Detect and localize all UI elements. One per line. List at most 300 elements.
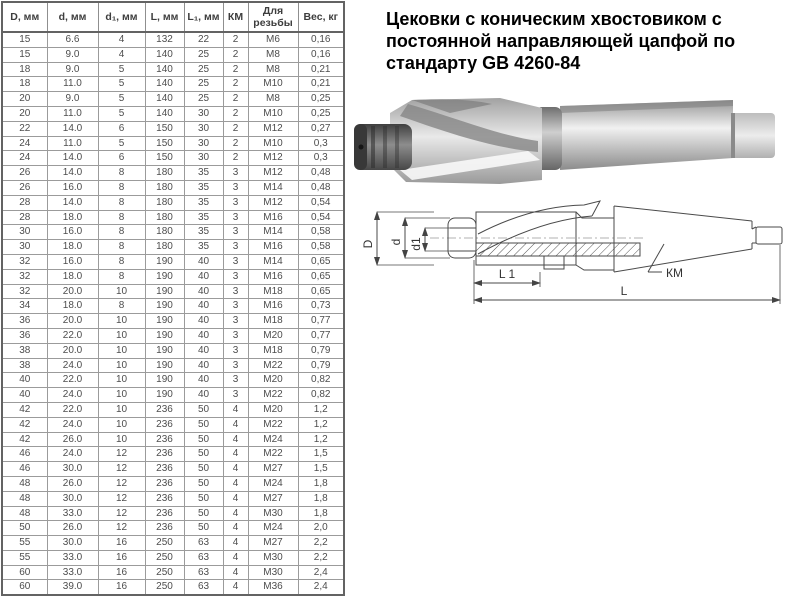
table-cell: 14.0 (47, 121, 98, 136)
table-cell: 39.0 (47, 580, 98, 595)
table-cell: 38 (2, 343, 47, 358)
column-header: КМ (223, 2, 248, 32)
table-cell: 30.0 (47, 462, 98, 477)
drawing-guide-pin-section (476, 243, 640, 256)
table-row (2, 240, 344, 255)
table-cell: 3 (223, 343, 248, 358)
table-cell: 236 (145, 506, 184, 521)
table-cell: 8 (98, 195, 145, 210)
column-header: Для резьбы (248, 2, 298, 32)
table-cell: 2,0 (298, 521, 344, 536)
table-row (2, 447, 344, 462)
table-cell: 190 (145, 284, 184, 299)
table-cell: M22 (248, 447, 298, 462)
table-row (2, 343, 344, 358)
table-cell: 24.0 (47, 417, 98, 432)
table-cell: 33.0 (47, 506, 98, 521)
table-cell: M12 (248, 151, 298, 166)
table-cell: 3 (223, 314, 248, 329)
table-cell: 0,16 (298, 32, 344, 47)
table-cell: 26 (2, 166, 47, 181)
table-cell: 3 (223, 240, 248, 255)
table-cell: 5 (98, 92, 145, 107)
table-cell: 42 (2, 402, 47, 417)
table-cell: 16 (98, 580, 145, 595)
table-cell: 10 (98, 402, 145, 417)
table-cell: 6.6 (47, 32, 98, 47)
table-cell: 1,5 (298, 462, 344, 477)
table-cell: 2,4 (298, 565, 344, 580)
table-cell: 14.0 (47, 151, 98, 166)
table-cell: M18 (248, 314, 298, 329)
table-cell: 18.0 (47, 269, 98, 284)
table-cell: 46 (2, 447, 47, 462)
photo-tang (731, 113, 775, 158)
table-cell: 12 (98, 506, 145, 521)
table-cell: 33.0 (47, 550, 98, 565)
table-cell: 35 (184, 195, 223, 210)
table-cell: 10 (98, 432, 145, 447)
table-cell: 25 (184, 47, 223, 62)
column-header: L₁, мм (184, 2, 223, 32)
table-cell: M8 (248, 62, 298, 77)
table-cell: 42 (2, 432, 47, 447)
table-cell: 40 (184, 284, 223, 299)
table-cell: 0,58 (298, 240, 344, 255)
table-cell: M30 (248, 550, 298, 565)
table-row (2, 476, 344, 491)
table-cell: 140 (145, 92, 184, 107)
table-row (2, 136, 344, 151)
table-row (2, 299, 344, 314)
table-cell: 11.0 (47, 77, 98, 92)
table-cell: 12 (98, 462, 145, 477)
table-cell: 2 (223, 151, 248, 166)
table-cell: 22.0 (47, 402, 98, 417)
table-cell: 38 (2, 358, 47, 373)
table-cell: 0,58 (298, 225, 344, 240)
table-cell: 36 (2, 314, 47, 329)
table-cell: 2 (223, 47, 248, 62)
table-cell: 0,79 (298, 343, 344, 358)
table-cell: 55 (2, 536, 47, 551)
table-row (2, 328, 344, 343)
table-cell: 24.0 (47, 447, 98, 462)
table-cell: 10 (98, 388, 145, 403)
table-cell: M24 (248, 432, 298, 447)
table-cell: 1,2 (298, 417, 344, 432)
table-cell: 2,2 (298, 536, 344, 551)
table-cell: M10 (248, 136, 298, 151)
table-cell: 236 (145, 476, 184, 491)
table-cell: 0,3 (298, 136, 344, 151)
table-cell: 236 (145, 521, 184, 536)
table-cell: M16 (248, 269, 298, 284)
table-cell: 63 (184, 550, 223, 565)
dim-label-km: КМ (666, 266, 683, 280)
table-cell: 32 (2, 254, 47, 269)
table-cell: 22.0 (47, 373, 98, 388)
table-cell: 0,77 (298, 314, 344, 329)
table-cell: 42 (2, 417, 47, 432)
table-cell: M22 (248, 388, 298, 403)
table-cell: 4 (223, 462, 248, 477)
table-cell: 4 (223, 506, 248, 521)
table-cell: 4 (223, 447, 248, 462)
table-row (2, 388, 344, 403)
table-cell: 236 (145, 402, 184, 417)
table-cell: M20 (248, 402, 298, 417)
table-cell: 4 (223, 521, 248, 536)
table-cell: M16 (248, 240, 298, 255)
table-cell: 2 (223, 121, 248, 136)
table-cell: 48 (2, 476, 47, 491)
table-cell: 8 (98, 210, 145, 225)
table-row (2, 106, 344, 121)
table-cell: M16 (248, 210, 298, 225)
table-cell: 40 (184, 388, 223, 403)
table-cell: 2 (223, 106, 248, 121)
table-cell: 50 (184, 462, 223, 477)
table-cell: 24.0 (47, 358, 98, 373)
table-row (2, 77, 344, 92)
table-cell: 30 (184, 106, 223, 121)
table-cell: 3 (223, 358, 248, 373)
table-cell: 25 (184, 92, 223, 107)
table-cell: 63 (184, 536, 223, 551)
table-cell: 12 (98, 447, 145, 462)
table-cell: 18 (2, 77, 47, 92)
table-row (2, 62, 344, 77)
table-cell: 150 (145, 136, 184, 151)
table-cell: 4 (223, 417, 248, 432)
table-row (2, 491, 344, 506)
table-cell: 6 (98, 121, 145, 136)
photo-cutter-head (390, 98, 542, 184)
table-cell: 3 (223, 195, 248, 210)
dim-label-d1: d1 (409, 237, 423, 251)
table-cell: M12 (248, 121, 298, 136)
table-cell: 63 (184, 580, 223, 595)
table-cell: M20 (248, 328, 298, 343)
table-cell: 40 (2, 388, 47, 403)
table-cell: 16.0 (47, 225, 98, 240)
table-row (2, 462, 344, 477)
table-row (2, 402, 344, 417)
table-cell: 10 (98, 328, 145, 343)
table-row (2, 536, 344, 551)
table-cell: 180 (145, 166, 184, 181)
table-cell: 40 (184, 358, 223, 373)
table-cell: 35 (184, 225, 223, 240)
table-cell: 3 (223, 225, 248, 240)
table-cell: 4 (223, 580, 248, 595)
table-row (2, 284, 344, 299)
table-cell: M14 (248, 254, 298, 269)
table-cell: 50 (184, 432, 223, 447)
table-row (2, 254, 344, 269)
table-cell: 10 (98, 358, 145, 373)
table-row (2, 195, 344, 210)
table-row (2, 314, 344, 329)
table-cell: 8 (98, 166, 145, 181)
table-cell: 190 (145, 314, 184, 329)
table-header-row (2, 2, 344, 32)
table-row (2, 580, 344, 595)
table-cell: 0,54 (298, 210, 344, 225)
table-cell: 20.0 (47, 284, 98, 299)
table-cell: 9.0 (47, 62, 98, 77)
table-row (2, 432, 344, 447)
table-cell: 140 (145, 106, 184, 121)
table-cell: 250 (145, 550, 184, 565)
table-cell: 25 (184, 62, 223, 77)
table-cell: 63 (184, 565, 223, 580)
table-cell: 250 (145, 565, 184, 580)
table-cell: 4 (223, 402, 248, 417)
table-cell: 16 (98, 565, 145, 580)
table-cell: 26 (2, 180, 47, 195)
table-cell: 50 (184, 476, 223, 491)
table-cell: 35 (184, 210, 223, 225)
table-cell: 16 (98, 536, 145, 551)
table-cell: 140 (145, 77, 184, 92)
table-cell: 140 (145, 62, 184, 77)
table-cell: 190 (145, 373, 184, 388)
table-row (2, 47, 344, 62)
table-cell: 0,82 (298, 388, 344, 403)
table-cell: 30 (2, 240, 47, 255)
table-cell: 236 (145, 462, 184, 477)
table-cell: 2 (223, 77, 248, 92)
column-header: Вес, кг (298, 2, 344, 32)
table-cell: M8 (248, 92, 298, 107)
table-cell: 2 (223, 62, 248, 77)
table-cell: 3 (223, 388, 248, 403)
table-row (2, 269, 344, 284)
table-cell: 24.0 (47, 388, 98, 403)
table-cell: 50 (184, 506, 223, 521)
table-cell: M18 (248, 284, 298, 299)
table-cell: 8 (98, 225, 145, 240)
table-cell: M8 (248, 47, 298, 62)
table-cell: 236 (145, 447, 184, 462)
table-cell: 48 (2, 506, 47, 521)
table-cell: M18 (248, 343, 298, 358)
table-cell: 190 (145, 388, 184, 403)
table-cell: M20 (248, 373, 298, 388)
table-cell: M36 (248, 580, 298, 595)
table-cell: 50 (184, 491, 223, 506)
table-cell: 1,2 (298, 402, 344, 417)
table-cell: M12 (248, 195, 298, 210)
photo-pilot (354, 124, 412, 170)
table-row (2, 565, 344, 580)
drawing-cutter (476, 212, 576, 265)
table-cell: 0,82 (298, 373, 344, 388)
table-cell: 60 (2, 580, 47, 595)
table-cell: 250 (145, 536, 184, 551)
table-cell: 0,3 (298, 151, 344, 166)
table-cell: 35 (184, 240, 223, 255)
table-cell: 190 (145, 343, 184, 358)
table-cell: 5 (98, 106, 145, 121)
table-cell: 0,54 (298, 195, 344, 210)
table-row (2, 121, 344, 136)
table-cell: 2 (223, 32, 248, 47)
table-row (2, 210, 344, 225)
photo-shank (560, 100, 733, 170)
table-cell: 1,8 (298, 491, 344, 506)
table-cell: 236 (145, 491, 184, 506)
table-row (2, 225, 344, 240)
table-cell: 3 (223, 180, 248, 195)
table-cell: 8 (98, 240, 145, 255)
table-cell: 14.0 (47, 195, 98, 210)
table-cell: 180 (145, 210, 184, 225)
table-cell: 150 (145, 151, 184, 166)
table-cell: 50 (184, 521, 223, 536)
table-row (2, 180, 344, 195)
table-cell: 4 (223, 536, 248, 551)
table-cell: M22 (248, 358, 298, 373)
table-cell: 9.0 (47, 47, 98, 62)
table-cell: 12 (98, 521, 145, 536)
table-cell: 26.0 (47, 476, 98, 491)
table-cell: 15 (2, 32, 47, 47)
table-cell: 190 (145, 254, 184, 269)
table-cell: 1,8 (298, 506, 344, 521)
table-cell: 2,2 (298, 550, 344, 565)
table-cell: 9.0 (47, 92, 98, 107)
table-cell: 2,4 (298, 580, 344, 595)
table-cell: 50 (184, 447, 223, 462)
table-cell: 132 (145, 32, 184, 47)
table-cell: 0,21 (298, 77, 344, 92)
table-cell: 25 (184, 77, 223, 92)
table-row (2, 550, 344, 565)
drawing-tang (756, 227, 782, 244)
table-cell: 1,5 (298, 447, 344, 462)
table-cell: 28 (2, 195, 47, 210)
table-cell: M27 (248, 491, 298, 506)
column-header: d₁, мм (98, 2, 145, 32)
table-cell: 4 (223, 565, 248, 580)
column-header: D, мм (2, 2, 47, 32)
table-cell: 32 (2, 269, 47, 284)
table-cell: 18.0 (47, 299, 98, 314)
table-cell: 35 (184, 166, 223, 181)
table-cell: 14.0 (47, 166, 98, 181)
table-cell: 0,65 (298, 284, 344, 299)
table-cell: 34 (2, 299, 47, 314)
table-cell: 0,25 (298, 106, 344, 121)
table-cell: 0,25 (298, 92, 344, 107)
table-cell: 0,65 (298, 269, 344, 284)
table-cell: M14 (248, 225, 298, 240)
table-cell: 236 (145, 417, 184, 432)
table-cell: M16 (248, 299, 298, 314)
table-cell: 1,2 (298, 432, 344, 447)
table-cell: 22 (184, 32, 223, 47)
table-cell: M10 (248, 77, 298, 92)
table-cell: 40 (184, 373, 223, 388)
table-cell: 10 (98, 373, 145, 388)
table-cell: 18 (2, 62, 47, 77)
table-cell: M24 (248, 476, 298, 491)
table-cell: 20 (2, 92, 47, 107)
table-row (2, 166, 344, 181)
table-cell: M14 (248, 180, 298, 195)
table-cell: 150 (145, 121, 184, 136)
table-cell: 15 (2, 47, 47, 62)
table-cell: 20 (2, 106, 47, 121)
table-cell: 18.0 (47, 240, 98, 255)
table-cell: 3 (223, 284, 248, 299)
table-cell: 50 (184, 402, 223, 417)
table-cell: 55 (2, 550, 47, 565)
dim-label-L1: L 1 (498, 267, 516, 281)
table-row (2, 151, 344, 166)
table-cell: M12 (248, 166, 298, 181)
dimension-diagram (344, 196, 794, 324)
table-cell: 3 (223, 269, 248, 284)
table-cell: 22.0 (47, 328, 98, 343)
table-cell: 3 (223, 254, 248, 269)
page-title: Цековки с коническим хвостовиком с постоянной направляющей цапфой по стандарту GB 4260-84 (386, 9, 736, 73)
table-cell: 33.0 (47, 565, 98, 580)
table-cell: 40 (2, 373, 47, 388)
table-row (2, 521, 344, 536)
table-cell: 40 (184, 328, 223, 343)
table-cell: 140 (145, 47, 184, 62)
table-cell: 28 (2, 210, 47, 225)
table-cell: 36 (2, 328, 47, 343)
dim-label-d: d (389, 238, 403, 246)
table-cell: 3 (223, 328, 248, 343)
table-cell: 2 (223, 92, 248, 107)
table-cell: 10 (98, 314, 145, 329)
table-cell: 0,79 (298, 358, 344, 373)
table-cell: 40 (184, 269, 223, 284)
table-cell: 30 (184, 136, 223, 151)
table-cell: 3 (223, 166, 248, 181)
table-row (2, 92, 344, 107)
table-cell: 40 (184, 299, 223, 314)
table-cell: 11.0 (47, 106, 98, 121)
table-cell: 22 (2, 121, 47, 136)
table-cell: 18.0 (47, 210, 98, 225)
table-row (2, 32, 344, 47)
table-cell: 40 (184, 314, 223, 329)
table-cell: 0,48 (298, 166, 344, 181)
table-cell: 16 (98, 550, 145, 565)
table-cell: M24 (248, 521, 298, 536)
table-cell: 0,77 (298, 328, 344, 343)
table-cell: 11.0 (47, 136, 98, 151)
column-header: d, мм (47, 2, 98, 32)
table-cell: 8 (98, 180, 145, 195)
table-cell: M27 (248, 536, 298, 551)
dim-label-D: D (361, 239, 375, 249)
table-cell: 26.0 (47, 521, 98, 536)
table-cell: 10 (98, 417, 145, 432)
table-cell: 26.0 (47, 432, 98, 447)
table-cell: 8 (98, 269, 145, 284)
table-cell: 30 (184, 121, 223, 136)
table-cell: 236 (145, 432, 184, 447)
table-cell: 4 (223, 432, 248, 447)
